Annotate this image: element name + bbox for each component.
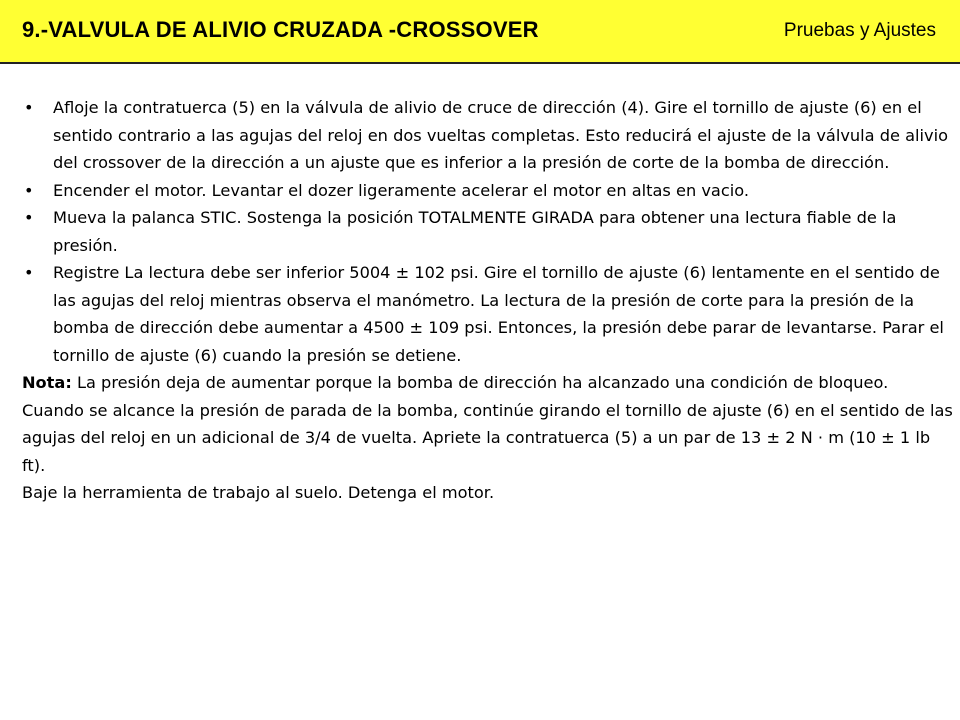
list-item-text: Encender el motor. Levantar el dozer ligeramente acelerar el motor en altas en vacio. [53, 180, 750, 200]
bullet-icon: • [24, 208, 34, 227]
body-content [22, 94, 956, 507]
bullet-icon: • [24, 180, 34, 200]
bullet-icon: • [24, 263, 34, 282]
page-title: 9.-VALVULA DE ALIVIO CRUZADA -CROSSOVER [22, 17, 539, 42]
list-item [22, 94, 956, 177]
note-text: La presión deja de aumentar porque la bomba de dirección ha alcanzado una condición de bloqueo. [71, 373, 889, 392]
list-item [22, 259, 956, 369]
list-item [22, 177, 956, 205]
note-label: Nota: [22, 373, 72, 392]
instruction-paragraph: Baje la herramienta de trabajo al suelo. Detenga el motor. [22, 483, 495, 502]
list-item-text: Mueva la palanca STIC. Sostenga la posición TOTALMENTE GIRADA para obtener una lectura fiable de la presión. [53, 208, 897, 255]
list-item-text: Afloje la contratuerca (5) en la válvula de alivio de cruce de dirección (4). Gire el tornillo de ajuste (6) en el sentido contrario a las agujas del reloj en dos vueltas completas. Esto reducirá el ajuste de la válvula de alivio del crossover de la dirección a un ajuste que es inferior a la presión de corte de la bomba de dirección. [53, 98, 949, 172]
step-list [22, 94, 956, 369]
header-bar [0, 0, 960, 64]
note-paragraph [22, 369, 956, 397]
section-label: Pruebas y Ajustes [783, 20, 936, 41]
list-item-text: Registre La lectura debe ser inferior 5004 ± 102 psi. Gire el tornillo de ajuste (6) lentamente en el sentido de las agujas del reloj mientras observa el manómetro. La lectura de la presión de corte para la presión de la bomba de dirección debe aumentar a 4500 ± 109 psi. Entonces, la presión debe parar de levantarse. Parar el tornillo de ajuste (6) cuando la presión se detiene. [53, 263, 944, 365]
instruction-paragraph: Cuando se alcance la presión de parada de la bomba, continúe girando el tornillo de ajuste (6) en el sentido de las agujas del reloj en un adicional de 3/4 de vuelta. Apriete la contratuerca (5) a un par de 13 ± 2 N · m (10 ± 1 lb ft). [22, 400, 953, 475]
list-item [22, 204, 956, 259]
bullet-icon: • [24, 98, 34, 117]
